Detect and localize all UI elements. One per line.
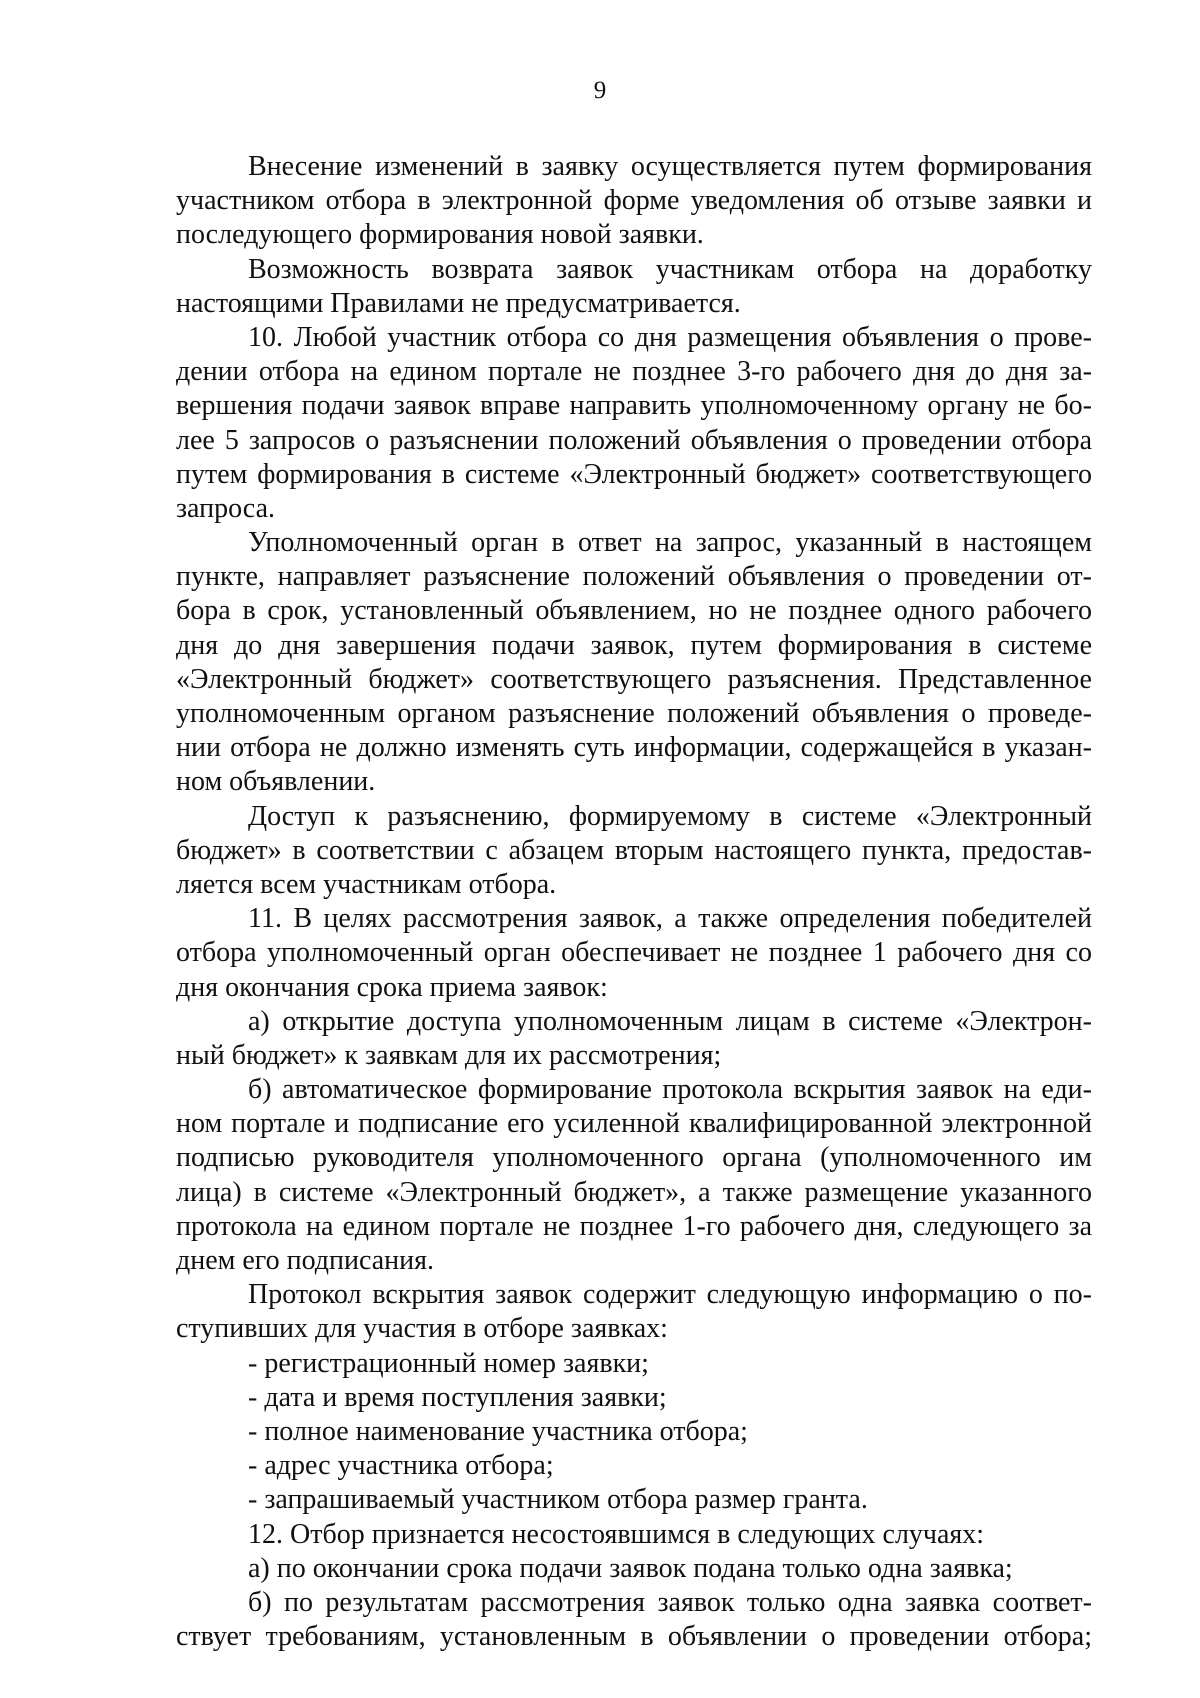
text-line: подписью руководителя уполномоченного органа (уполномоченного им <box>176 1142 1092 1174</box>
text-line: протокола на едином портале не позднее 1-го рабочего дня, следующего за <box>176 1210 1092 1242</box>
text-line: ном портале и подписание его усиленной квалифицированной электронной <box>176 1108 1092 1140</box>
text-line: вершения подачи заявок вправе направить уполномоченному органу не бо- <box>176 390 1092 422</box>
text-line: пункте, направляет разъяснение положений объявления о проведении от- <box>176 561 1092 593</box>
text-line: а) открытие доступа уполномоченным лицам в системе «Электрон- <box>248 1005 1092 1037</box>
text-line: лица) в системе «Электронный бюджет», а также размещение указанного <box>176 1176 1092 1208</box>
text-line: уполномоченным органом разъяснение положений объявления о проведе- <box>176 698 1092 729</box>
text-line: а) по окончании срока подачи заявок подана только одна заявка; <box>248 1552 1013 1584</box>
text-line: нии отбора не должно изменять суть информации, содержащейся в указан- <box>176 732 1092 764</box>
text-line: бюджет» в соответствии с абзацем вторым настоящего пункта, предостав- <box>176 834 1092 866</box>
text-line: дня до дня завершения подачи заявок, путем формирования в системе <box>176 629 1092 661</box>
text-line: 12. Отбор признается несостоявшимся в следующих случаях: <box>248 1518 985 1550</box>
document-body <box>176 150 1092 1654</box>
text-line: отбора уполномоченный орган обеспечивает не позднее 1 рабочего дня со <box>176 937 1092 969</box>
text-line: ном объявлении. <box>176 766 376 798</box>
text-line: участником отбора в электронной форме уведомления об отзыве заявки и <box>176 185 1092 217</box>
text-line: запроса. <box>176 492 275 524</box>
text-line: ляется всем участникам отбора. <box>176 868 557 900</box>
text-line: настоящими Правилами не предусматривается. <box>176 287 741 319</box>
text-line: 10. Любой участник отбора со дня размещения объявления о прове- <box>248 321 1092 353</box>
text-line: днем его подписания. <box>176 1245 435 1276</box>
text-line: Внесение изменений в заявку осуществляется путем формирования <box>248 151 1092 182</box>
text-line: Доступ к разъяснению, формируемому в системе «Электронный <box>248 800 1092 832</box>
text-line: б) автоматическое формирование протокола вскрытия заявок на еди- <box>248 1074 1092 1106</box>
list-item: - адрес участника отбора; <box>248 1450 554 1482</box>
text-line: дня окончания срока приема заявок: <box>176 971 608 1003</box>
text-line: бора в срок, установленный объявлением, но не позднее одного рабочего <box>176 595 1092 627</box>
text-line: лее 5 запросов о разъяснении положений объявления о проведении отбора <box>176 424 1092 456</box>
text-line: 11. В целях рассмотрения заявок, а также определения победителей <box>248 903 1092 935</box>
text-line: ный бюджет» к заявкам для их рассмотрения; <box>176 1039 722 1071</box>
list-item: - полное наименование участника отбора; <box>248 1415 748 1447</box>
list-item: - дата и время поступления заявки; <box>248 1381 667 1413</box>
text-line: последующего формирования новой заявки. <box>176 219 704 251</box>
text-line: ствует требованиям, установленным в объявлении о проведении отбора; <box>176 1621 1092 1653</box>
list-item: - регистрационный номер заявки; <box>248 1347 649 1379</box>
text-line: ступивших для участия в отборе заявках: <box>176 1313 668 1345</box>
text-line: Протокол вскрытия заявок содержит следующую информацию о по- <box>248 1279 1092 1311</box>
text-line: дении отбора на едином портале не позднее 3-го рабочего дня до дня за- <box>176 356 1092 388</box>
list-item: - запрашиваемый участником отбора размер гранта. <box>248 1484 868 1516</box>
text-line: Уполномоченный орган в ответ на запрос, указанный в настоящем <box>248 527 1092 559</box>
text-line: путем формирования в системе «Электронный бюджет» соответствующего <box>176 458 1092 490</box>
text-line: Возможность возврата заявок участникам отбора на доработку <box>248 253 1092 285</box>
page-number: 9 <box>593 77 607 104</box>
text-line: «Электронный бюджет» соответствующего разъяснения. Представленное <box>176 663 1092 695</box>
text-line: б) по результатам рассмотрения заявок только одна заявка соответ- <box>248 1586 1092 1618</box>
